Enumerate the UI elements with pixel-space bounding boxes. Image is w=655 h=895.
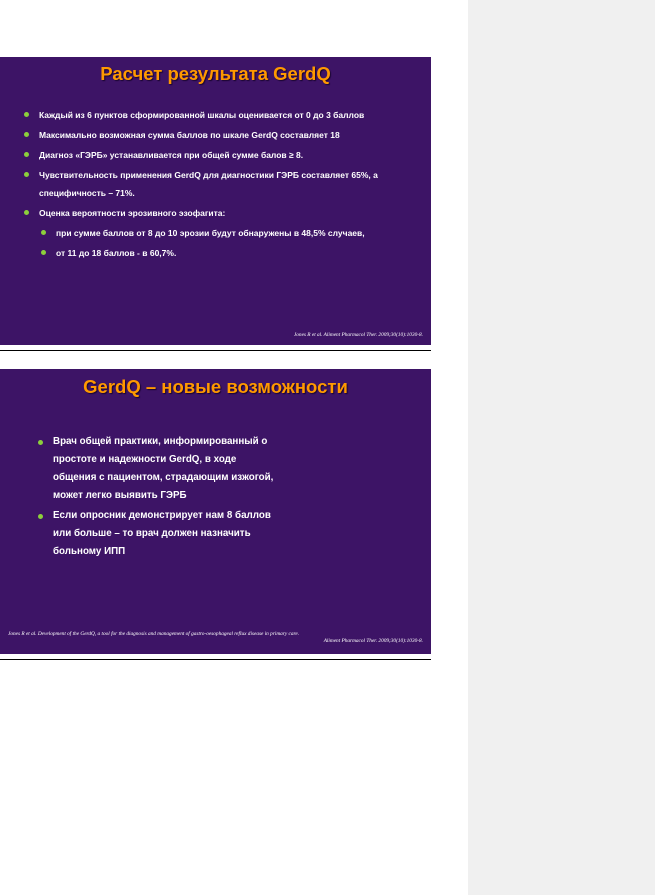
slide-2-bullet: Врач общей практики, информированный о простоте и надежности GerdQ, в ходе общения с пациентом, страдающим изжогой, может легко выявить ГЭРБ <box>38 433 278 505</box>
bullet-dot-icon <box>24 210 29 215</box>
bullet-dot-icon <box>38 514 43 519</box>
slide-2-bullet-list <box>38 433 278 563</box>
slide-1-citation: Jones R et al. Aliment Pharmacol Ther. 2009;30(10):1030-8. <box>293 332 423 338</box>
bullet-dot-icon <box>41 230 46 235</box>
comments-margin <box>468 0 655 895</box>
bullet-dot-icon <box>41 250 46 255</box>
slide-1 <box>0 57 431 345</box>
slide-2-bullet: Если опросник демонстрирует нам 8 баллов или больше – то врач должен назначить больному ИПП <box>38 507 278 561</box>
slide-1-bullet: Чувствительность применения GerdQ для диагностики ГЭРБ составляет 65%, а специфичность – 71%. <box>24 166 424 202</box>
bullet-dot-icon <box>24 172 29 177</box>
bullet-dot-icon <box>38 440 43 445</box>
bullet-dot-icon <box>24 132 29 137</box>
slide-1-sub-bullet: от 11 до 18 баллов - в 60,7%. <box>41 244 424 262</box>
slide-1-bullet: Максимально возможная сумма баллов по шкале GerdQ составляет 18 <box>24 126 424 144</box>
slide-1-bullet-list <box>24 106 424 264</box>
slide-2-citation-line-1: Jones R et al. Development of the GerdQ, a tool for the diagnosis and management of gastro-oesophageal reflux disease in primary care. <box>8 631 300 637</box>
slide-1-title: Расчет результата GerdQ <box>100 63 331 84</box>
slide-divider <box>0 350 431 351</box>
slide-2 <box>0 369 431 654</box>
slide-1-bullet: Оценка вероятности эрозивного эзофагита: <box>24 204 424 222</box>
bullet-dot-icon <box>24 112 29 117</box>
slide-2-citation <box>8 631 423 645</box>
slide-1-bullet: Каждый из 6 пунктов сформированной шкалы оценивается от 0 до 3 баллов <box>24 106 424 124</box>
slide-2-title: GerdQ – новые возможности <box>83 376 348 397</box>
slide-1-sub-bullet: при сумме баллов от 8 до 10 эрозии будут обнаружены в 48,5% случаев, <box>41 224 424 242</box>
slide-2-citation-line-2: Aliment Pharmacol Ther. 2009;30(10):1030-8. <box>323 638 423 644</box>
bullet-dot-icon <box>24 152 29 157</box>
slide-divider <box>0 659 431 660</box>
slide-1-bullet: Диагноз «ГЭРБ» устанавливается при общей сумме балов ≥ 8. <box>24 146 424 164</box>
